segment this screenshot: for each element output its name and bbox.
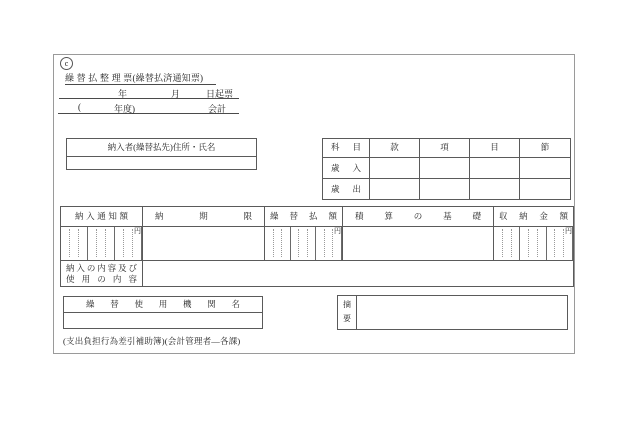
yen-label: 円 bbox=[134, 227, 141, 235]
acct-cell bbox=[519, 157, 570, 178]
remarks-label-line1: 摘 bbox=[343, 300, 351, 309]
fiscal-nendo-label: 年度) bbox=[114, 104, 135, 114]
date-day-label: 日起票 bbox=[206, 89, 234, 99]
calculation-basis-cell bbox=[342, 226, 493, 260]
digit-group bbox=[88, 227, 115, 260]
payment-deadline-cell bbox=[142, 226, 264, 260]
copy-mark-icon: c bbox=[60, 57, 73, 70]
header-calculation-basis: 積算の基礎 bbox=[342, 207, 493, 226]
digit-group bbox=[265, 227, 291, 260]
fiscal-kaikei-label: 会計 bbox=[208, 104, 227, 114]
yen-label: 円 bbox=[334, 227, 341, 235]
date-line bbox=[59, 85, 239, 99]
digit-group bbox=[520, 227, 546, 260]
content-label-line2: 使用の内容 bbox=[66, 274, 137, 284]
account-classification-table bbox=[322, 138, 571, 200]
main-amounts-table bbox=[60, 206, 574, 287]
yen-label: 円 bbox=[565, 227, 572, 235]
date-month-label: 月 bbox=[171, 89, 181, 99]
notified-amount-cell bbox=[61, 226, 142, 260]
transfer-payment-slip-form bbox=[53, 54, 575, 354]
acct-cell bbox=[469, 178, 519, 199]
header-payment-deadline: 納期限 bbox=[142, 207, 264, 226]
header-transfer-amount: 繰替払額 bbox=[264, 207, 342, 226]
remarks-label bbox=[338, 296, 357, 329]
content-label-line1: 納入の内容及び bbox=[66, 263, 137, 273]
footnote: (支出負担行為差引補助簿)(会計管理者―各課) bbox=[63, 336, 241, 346]
acct-col-moku: 目 bbox=[469, 139, 519, 157]
form-title: 繰 替 払 整 理 票(繰替払済通知票) bbox=[65, 71, 216, 85]
remarks-box bbox=[337, 295, 568, 330]
header-received-amount: 収納金額 bbox=[493, 207, 573, 226]
acct-col-setsu: 節 bbox=[519, 139, 570, 157]
acct-row-revenue-label: 歳入 bbox=[323, 157, 369, 178]
acct-cell bbox=[469, 157, 519, 178]
transfer-amount-cell bbox=[264, 226, 342, 260]
remarks-field bbox=[357, 296, 567, 329]
acct-cell bbox=[369, 157, 419, 178]
date-year-label: 年 bbox=[118, 89, 128, 99]
acct-cell bbox=[419, 178, 469, 199]
acct-cell bbox=[369, 178, 419, 199]
digit-group bbox=[61, 227, 88, 260]
fiscal-year-line bbox=[58, 100, 239, 114]
received-amount-cell bbox=[493, 226, 573, 260]
acct-col-ko: 項 bbox=[419, 139, 469, 157]
header-notified-amount: 納入通知額 bbox=[75, 211, 128, 221]
agency-box-header: 繰替使用機関名 bbox=[64, 297, 262, 313]
payer-box-field bbox=[67, 157, 256, 169]
acct-cell bbox=[419, 157, 469, 178]
acct-corner-cell: 科目 bbox=[331, 142, 361, 152]
acct-col-kan: 款 bbox=[369, 139, 419, 157]
fiscal-open-paren: ( bbox=[78, 102, 81, 112]
content-usage-field bbox=[142, 260, 573, 286]
payer-box bbox=[66, 138, 257, 170]
agency-box bbox=[63, 296, 263, 329]
agency-box-field bbox=[64, 313, 262, 328]
acct-row-expenditure-label: 歳出 bbox=[323, 178, 369, 199]
digit-group bbox=[494, 227, 520, 260]
content-usage-label bbox=[61, 260, 142, 286]
payer-box-header: 納入者(繰替払先)住所・氏名 bbox=[67, 139, 256, 157]
remarks-label-line2: 要 bbox=[343, 314, 351, 323]
digit-group bbox=[291, 227, 317, 260]
acct-cell bbox=[519, 178, 570, 199]
